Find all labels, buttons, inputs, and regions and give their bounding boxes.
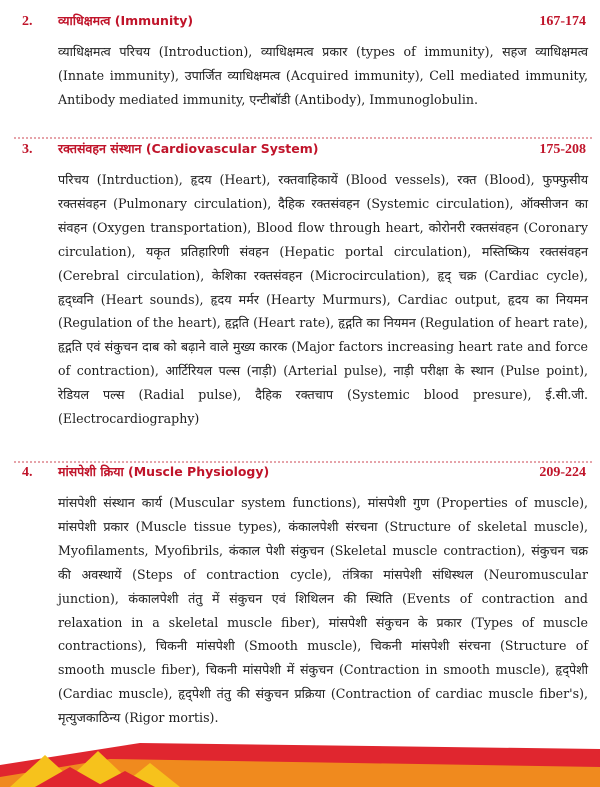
- chapter-header: [0, 463, 600, 487]
- chapter-title: रक्तसंवहन संस्थान (Cardiovascular System): [58, 141, 319, 156]
- chapter-4: [0, 463, 600, 730]
- chapter-topics: मांसपेशी संस्थान कार्य (Muscular system functions), मांसपेशी गुण (Properties of muscle), मांसपेशी प्रकार (Muscle tissue types), कंकालपेशी संरचना (Structure of skeletal muscle), Myofilaments, Myofibrils, कंकाल पेशी संकुचन (Skeletal muscle contraction), संकुचन चक्र की अवस्थायें (Steps of contraction cycle), तंत्रिका मांसपेशी संधिस्थल (Neuromuscular junction), कंकालपेशी तंतु में संकुचन एवं शिथिलन की स्थिति (Events of contraction and relaxation in a skeletal muscle fiber), मांसपेशी संकुचन के प्रकार (Types of muscle contractions), चिकनी मांसपेशी (Smooth muscle), चिकनी मांसपेशी संरचना (Structure of smooth muscle fiber), चिकनी मांसपेशी में संकुचन (Contraction in smooth muscle), हृद्पेशी (Cardiac muscle), हृद्पेशी तंतु की संकुचन प्रक्रिया (Contraction of cardiac muscle fiber's), मृत्युजकाठिन्य (Rigor mortis).: [58, 495, 588, 726]
- chapter-number: 4.: [22, 465, 33, 480]
- chapter-number: 3.: [22, 142, 33, 157]
- chapter-2: [0, 12, 600, 112]
- chapter-divider: [14, 137, 592, 139]
- chapter-header: [0, 140, 600, 164]
- chapter-topics: परिचय (Intrduction), हृदय (Heart), रक्तवाहिकायें (Blood vessels), रक्त (Blood), फुफ्फुसीय रक्तसंवहन (Pulmonary circulation), दैहिक रक्तसंवहन (Systemic circulation), ऑक्सीजन का संवहन (Oxygen transportation), Blood flow through heart, कोरोनरी रक्तसंवहन (Coronary circulation), यकृत प्रतिहारिणी संवहन (Hepatic portal circulation), मस्तिष्किय रक्तसंवहन (Cerebral circulation), केशिका रक्तसंवहन (Microcirculation), हृद् चक्र (Cardiac cycle), हृद्ध्वनि (Heart sounds), हृदय मर्मर (Hearty Murmurs), Cardiac output, हृदय का नियमन (Regulation of the heart), हृद्गति (Heart rate), हृद्गति का नियमन (Regulation of heart rate), हृद्गति एवं संकुचन दाब को बढ़ाने वाले मुख्य कारक (Major factors increasing heart rate and force of contraction), आर्टिरियल पल्स (नाड़ी) (Arterial pulse), नाड़ी परीक्षा के स्थान (Pulse point), रेडियल पल्स (Radial pulse), दैहिक रक्तचाप (Systemic blood presure), ई.सी.जी. (Electrocardiography): [58, 172, 588, 427]
- footer-decoration: [0, 737, 600, 787]
- chapter-page-range: 175-208: [539, 142, 586, 157]
- chapter-3: [0, 140, 600, 431]
- chapter-header: [0, 12, 600, 36]
- chapter-number: 2.: [22, 14, 33, 29]
- chapter-title: मांसपेशी क्रिया (Muscle Physiology): [58, 464, 270, 479]
- chapter-title: व्याधिक्षमत्व (Immunity): [58, 13, 194, 28]
- chapter-topics: व्याधिक्षमत्व परिचय (Introduction), व्याधिक्षमत्व प्रकार (types of immunity), सहज व्याधिक्षमत्व (Innate immunity), उपार्जित व्याधिक्षमत्व (Acquired immunity), Cell mediated immunity, Antibody mediated immunity, एन्टीबॉडी (Antibody), Immunoglobulin.: [58, 44, 588, 107]
- chapter-page-range: 167-174: [539, 14, 586, 29]
- chapter-page-range: 209-224: [539, 465, 586, 480]
